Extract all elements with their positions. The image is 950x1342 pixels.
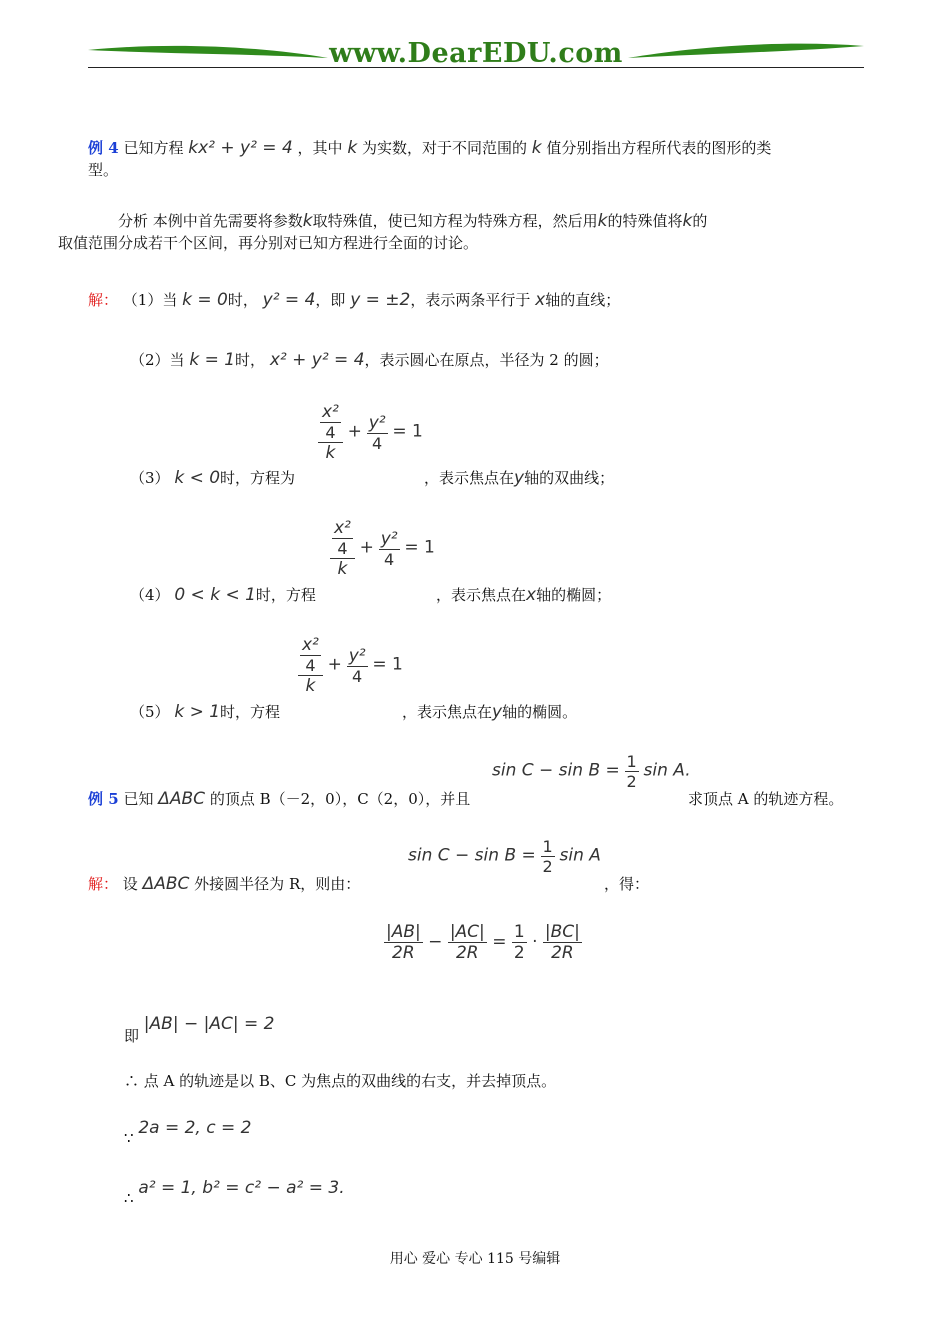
solution-5: [88, 873, 360, 894]
case-4-formula: [330, 518, 435, 579]
because-symbol: ∵: [124, 1129, 134, 1147]
text: ，表示焦点在: [424, 469, 515, 487]
plus: +: [359, 537, 374, 558]
y-squared: y²: [348, 645, 366, 666]
example-4: [88, 137, 864, 181]
text: 时，: [235, 351, 266, 369]
equation-left: sin C − sin B =: [408, 845, 536, 866]
var-k: k: [302, 211, 313, 231]
denominator: 2: [626, 772, 637, 791]
text: 设: [122, 875, 138, 893]
text: （1）当: [122, 291, 178, 309]
case-4-tail: [436, 584, 611, 605]
denominator: 4: [352, 666, 363, 686]
sol5-given-formula: [408, 837, 601, 876]
text: 的: [692, 212, 708, 230]
text: 时，方程: [220, 703, 281, 721]
text: 时，方程为: [220, 469, 296, 487]
header-rule: [88, 67, 864, 68]
denominator: 4: [305, 656, 316, 675]
case-3: [130, 467, 295, 488]
denominator: 2R: [392, 943, 415, 963]
var-axis: x: [535, 290, 546, 310]
plus: +: [347, 421, 362, 442]
equation: 2a = 2, c = 2: [138, 1118, 252, 1138]
text: 轴的直线；: [545, 291, 621, 309]
text: 轴的椭圆；: [536, 586, 612, 604]
because-line: [124, 1118, 252, 1147]
example-5-label: 例 5: [88, 790, 119, 808]
minus: −: [428, 932, 443, 952]
equation: kx² + y² = 4: [188, 138, 293, 158]
var-axis: y: [492, 702, 503, 722]
equation-right: sin A.: [643, 760, 691, 781]
solution-label: 解：: [88, 875, 119, 893]
therefore-line: [124, 1178, 345, 1207]
text: ，表示焦点在: [402, 703, 493, 721]
var-k: k: [531, 138, 542, 158]
equation: |AB| − |AC| = 2: [143, 1014, 275, 1034]
example-5-tail: [688, 788, 843, 809]
numerator: 1: [513, 922, 525, 942]
y-squared: y²: [380, 528, 398, 549]
plus: +: [327, 654, 342, 675]
case-5-tail: [402, 701, 577, 722]
page-footer: 用心 爱心 专心 115 号编辑: [389, 1251, 561, 1267]
header-banner: [88, 36, 864, 70]
solution-label: 解：: [88, 291, 119, 309]
condition: k = 0: [182, 290, 228, 310]
equation-left: sin C − sin B =: [492, 760, 620, 781]
triangle-abc: ΔABC: [158, 789, 206, 809]
text: ，表示两条平行于: [410, 291, 531, 309]
triangle-abc: ΔABC: [142, 874, 190, 894]
locus-statement: ∴ 点 A 的轨迹是以 B、C 为焦点的双曲线的右支，并去掉顶点。: [124, 1072, 557, 1090]
var-k: k: [347, 138, 358, 158]
text: 时，: [227, 291, 258, 309]
var-axis: x: [526, 585, 537, 605]
numerator: |BC|: [544, 922, 580, 942]
analysis: [58, 210, 864, 254]
ex5-condition-formula: [492, 752, 691, 791]
var-k: k: [597, 211, 608, 231]
denominator: 2R: [455, 943, 479, 963]
var-k: k: [305, 676, 316, 696]
case-1: [88, 289, 620, 310]
equals-one: = 1: [404, 537, 435, 558]
text: ，即: [315, 291, 346, 309]
numerator: 1: [542, 837, 553, 856]
numerator: |AB|: [386, 922, 421, 942]
x-squared: x²: [302, 635, 319, 655]
var-axis: y: [514, 468, 525, 488]
text: 轴的椭圆。: [502, 703, 578, 721]
equals-one: = 1: [372, 654, 403, 675]
dot: ·: [532, 932, 538, 952]
text: 即: [124, 1027, 140, 1045]
x-squared: x²: [334, 518, 351, 538]
var-k: k: [682, 211, 693, 231]
denominator: 4: [372, 433, 383, 453]
denominator: 4: [337, 539, 348, 558]
equation: y = ±2: [350, 290, 411, 310]
condition: 0 < k < 1: [174, 585, 256, 605]
case-3-formula: [318, 402, 423, 463]
case-2: [130, 349, 609, 370]
equation: x² + y² = 4: [269, 350, 365, 370]
case-5-formula: [298, 635, 403, 696]
text: （3）: [130, 469, 170, 487]
text: 轴的双曲线；: [524, 469, 615, 487]
condition: k < 0: [174, 468, 221, 488]
site-logo-text: www.DearEDU.com: [329, 38, 623, 69]
text: ，表示圆心在原点，半径为 2 的圆；: [364, 351, 609, 369]
text: 分析 本例中首先需要将参数: [118, 212, 303, 230]
case-4: [130, 584, 316, 605]
denominator: 4: [325, 423, 336, 442]
case-3-tail: [424, 467, 614, 488]
numerator: |AC|: [449, 922, 485, 942]
y-squared: y²: [368, 412, 386, 433]
text: ，表示焦点在: [436, 586, 527, 604]
text: 为实数，对于不同范围的: [361, 139, 527, 157]
case-5: [130, 701, 280, 722]
denominator: 2R: [551, 943, 574, 963]
denominator: 2: [513, 943, 525, 963]
equals: =: [492, 932, 507, 952]
text: （4）: [130, 586, 170, 604]
text: ，其中: [297, 139, 343, 157]
solution-5-tail: [604, 873, 649, 894]
equation: a² = 1, b² = c² − a² = 3.: [138, 1178, 345, 1198]
equation-right: sin A: [559, 845, 601, 866]
text: 求顶点 A 的轨迹方程。: [688, 790, 844, 808]
text: （2）当: [130, 351, 185, 369]
text: 已知: [123, 790, 154, 808]
equals-one: = 1: [392, 421, 423, 442]
ji-line: [124, 1013, 275, 1045]
text: 已知方程: [123, 139, 184, 157]
var-k: k: [325, 443, 336, 463]
text: ，得：: [604, 875, 650, 893]
text: 型。: [88, 161, 119, 179]
text: 值分别指出方程所代表的图形的类: [546, 139, 772, 157]
text: （5）: [130, 703, 170, 721]
text: 的特殊值将: [607, 212, 683, 230]
x-squared: x²: [322, 402, 339, 422]
condition: k > 1: [174, 702, 221, 722]
text: 的顶点 B（－2，0），C（2，0），并且: [209, 790, 471, 808]
therefore-symbol: ∴: [124, 1189, 134, 1207]
law-of-sines-formula: [384, 922, 582, 963]
example-5: [88, 788, 470, 809]
text: 取特殊值，使已知方程为特殊方程，然后用: [312, 212, 598, 230]
numerator: 1: [626, 752, 637, 771]
equation: y² = 4: [262, 290, 316, 310]
condition: k = 1: [189, 350, 236, 370]
text: 时，方程: [255, 586, 316, 604]
denominator: 2: [542, 857, 553, 876]
text: 取值范围分成若干个区间，再分别对已知方程进行全面的讨论。: [58, 234, 479, 252]
denominator: 4: [384, 549, 395, 569]
var-k: k: [337, 559, 348, 579]
text: 外接圆半径为 R，则由：: [194, 875, 361, 893]
example-4-label: 例 4: [88, 139, 119, 157]
